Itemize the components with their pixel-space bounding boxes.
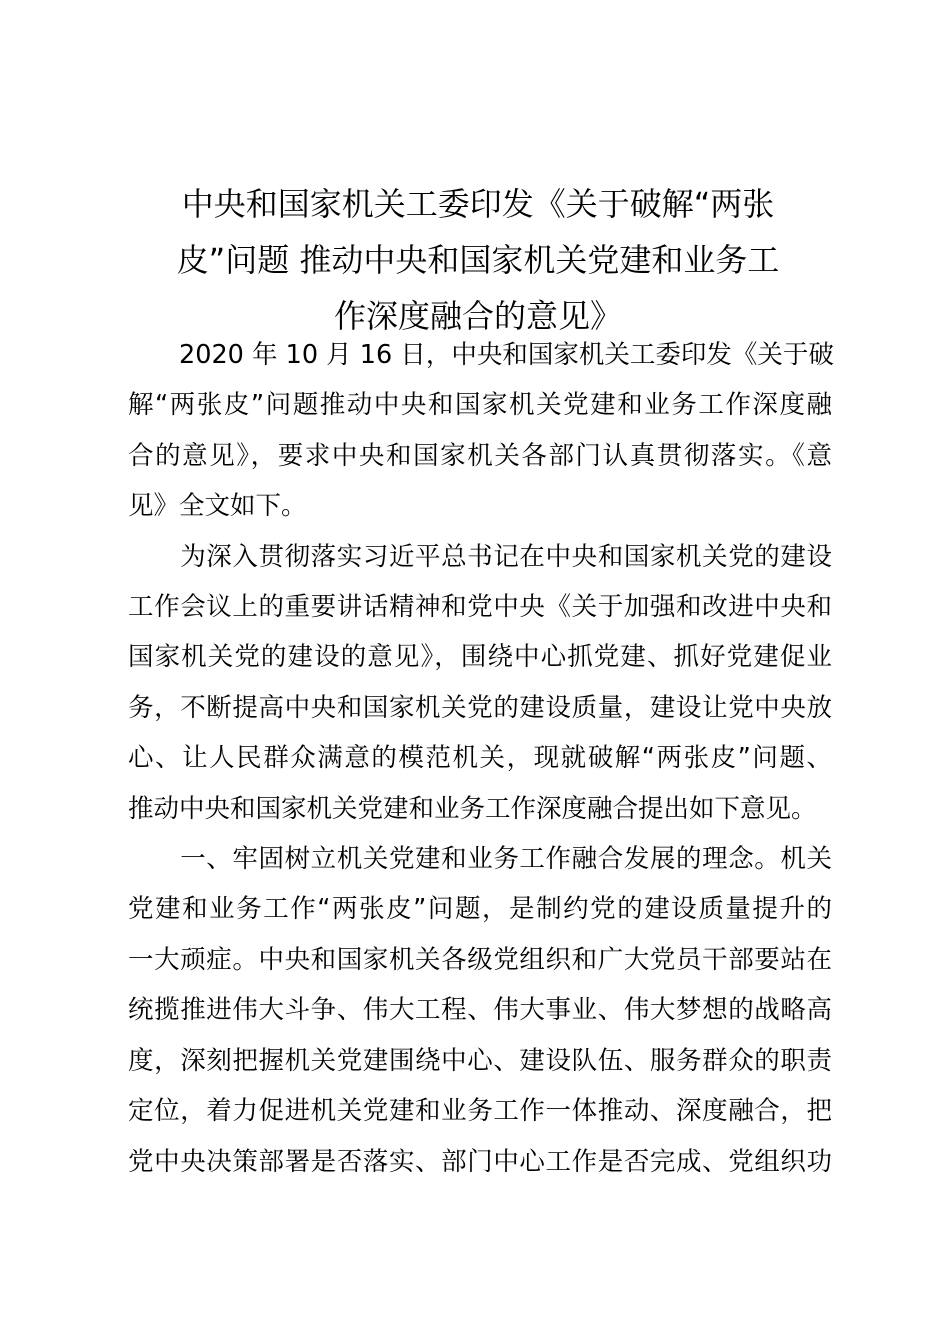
document-title — [128, 176, 828, 344]
text-line: 党建和业务工作“两张皮”问题，是制约党的建设质量提升的 — [128, 894, 832, 925]
text-line: 统揽推进伟大斗争、伟大工程、伟大事业、伟大梦想的战略高 — [128, 995, 832, 1026]
text-line: 工作会议上的重要讲话精神和党中央《关于加强和改进中央和 — [128, 592, 832, 623]
text-line: 心、让人民群众满意的模范机关，现就破解“两张皮”问题、 — [128, 743, 832, 774]
text-line: 解“两张皮”问题推动中央和国家机关党建和业务工作深度融 — [128, 390, 832, 421]
title-line: 皮”问题 推动中央和国家机关党建和业务工 — [176, 241, 780, 279]
text-line: 2020 年 10 月 16 日，中央和国家机关工委印发《关于破 — [128, 340, 834, 370]
text-line: 党中央决策部署是否落实、部门中心工作是否完成、党组织功 — [128, 1146, 832, 1177]
text-line: 推动中央和国家机关党建和业务工作深度融合提出如下意见。 — [128, 793, 817, 824]
text-line: 务，不断提高中央和国家机关党的建设质量，建设让党中央放 — [128, 692, 832, 723]
title-line: 作深度融合的意见》 — [333, 297, 622, 335]
text-line: 合的意见》，要求中央和国家机关各部门认真贯彻落实。《意 — [128, 440, 832, 471]
text-line: 度，深刻把握机关党建围绕中心、建设队伍、服务群众的职责 — [128, 1045, 832, 1076]
paragraph-preamble — [128, 532, 832, 834]
paragraph-section-one — [128, 834, 832, 1187]
document-body — [128, 330, 832, 1187]
text-line: 国家机关党的建设的意见》，围绕中心抓党建、抓好党建促业 — [128, 642, 832, 673]
paragraph-intro — [128, 330, 832, 532]
text-line: 为深入贯彻落实习近平总书记在中央和国家机关党的建设 — [128, 541, 832, 572]
text-line: 定位，着力促进机关党建和业务工作一体推动、深度融合，把 — [128, 1096, 832, 1127]
text-line: 一大顽症。中央和国家机关各级党组织和广大党员干部要站在 — [128, 944, 832, 975]
title-line: 中央和国家机关工委印发《关于破解“两张 — [181, 185, 775, 223]
text-line: 见》全文如下。 — [128, 491, 307, 522]
text-line: 一、牢固树立机关党建和业务工作融合发展的理念。机关 — [128, 844, 832, 875]
